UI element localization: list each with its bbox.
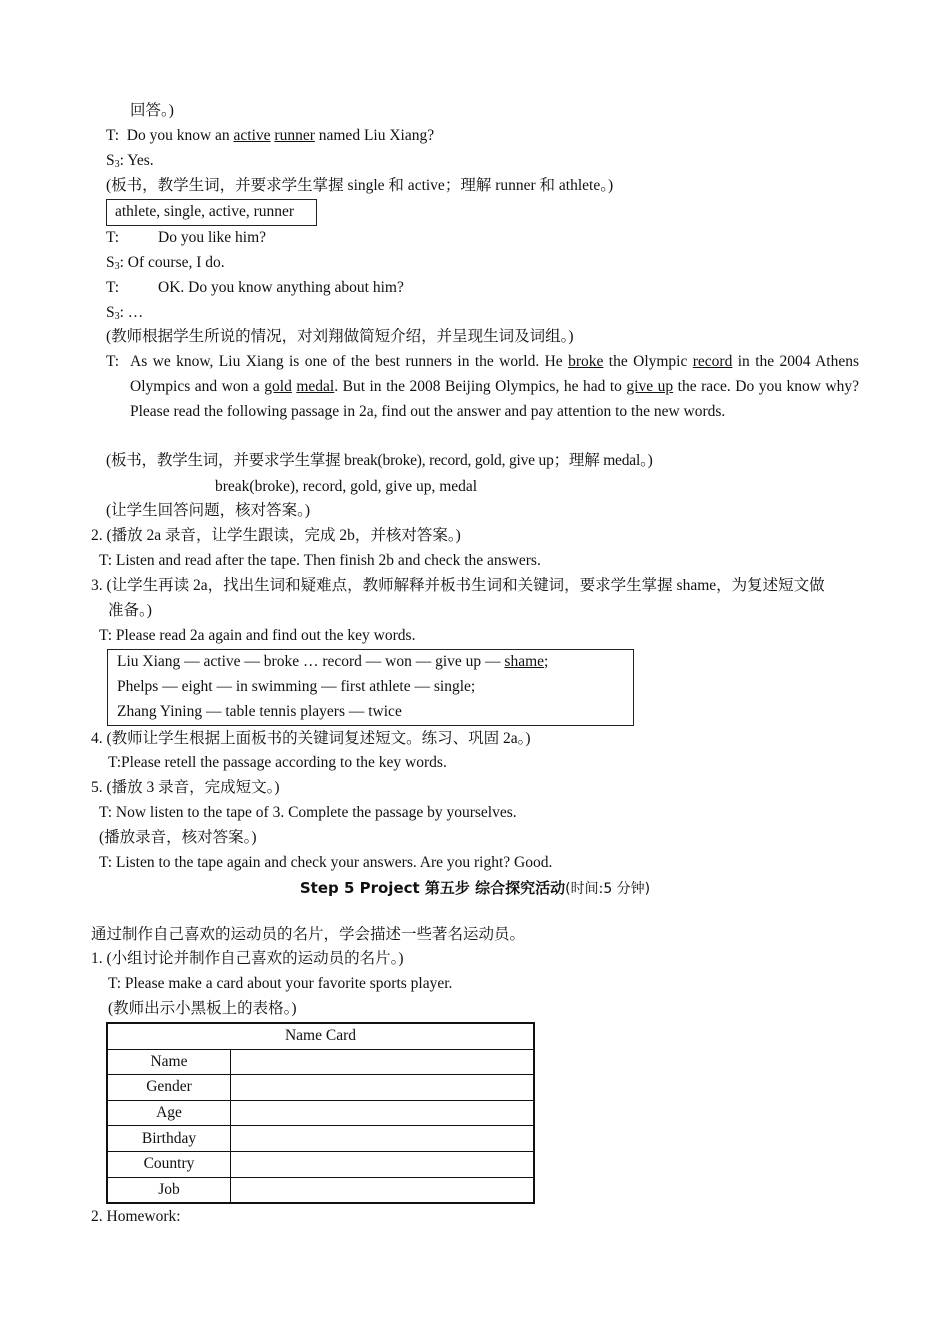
speaker-sub: 3 [114, 261, 120, 272]
dialogue-t-line: T: Listen to the tape again and check your answers. Are you right? Good. [99, 854, 553, 871]
teacher-paragraph [130, 349, 859, 424]
blackboard-words: break(broke), record, gold, give up, medal [215, 478, 478, 495]
text: : Of course, I do. [119, 254, 225, 271]
step-item: 5. (播放 3 录音，完成短文。) [91, 779, 280, 796]
table-row [107, 1177, 534, 1203]
dialogue-t-line: T: Please make a card about your favorite sports player. [108, 975, 453, 992]
text: : Yes. [119, 152, 154, 169]
field-value [231, 1177, 535, 1203]
table-row [107, 1075, 534, 1101]
teacher-note: (教师根据学生所说的情况，对刘翔做简短介绍，并呈现生词及词组。) [106, 328, 574, 345]
speaker: T: [106, 229, 120, 246]
dialogue-t-line: T: Please read 2a again and find out the key words. [99, 627, 416, 644]
speaker: S [106, 304, 115, 321]
keywords-line: Zhang Yining — table tennis players — twice [117, 703, 402, 720]
field-value [231, 1126, 535, 1152]
dialogue-t-line: T:Please retell the passage according to the key words. [108, 754, 447, 771]
project-intro: 通过制作自己喜欢的运动员的名片，学会描述一些著名运动员。 [91, 926, 526, 943]
dialogue-t-line: T: Now listen to the tape of 3. Complete the passage by yourselves. [99, 804, 517, 821]
underlined-word: active [233, 127, 271, 144]
underlined-word: shame [504, 653, 545, 670]
field-label: Job [107, 1177, 231, 1203]
table-row [107, 1151, 534, 1177]
underlined-word: runner [274, 127, 315, 144]
text: OK. Do you know anything about him? [158, 279, 404, 296]
field-label: Gender [107, 1075, 231, 1101]
dialogue-s3-line [106, 151, 154, 175]
field-label: Birthday [107, 1126, 231, 1152]
underlined-word: broke [568, 353, 604, 370]
speaker: T: [106, 279, 120, 296]
keywords-box [107, 649, 634, 726]
step-item: 3. (让学生再读 2a，找出生词和疑难点，教师解释并板书生词和关键词，要求学生掌握 shame，为复述短文做 [91, 577, 825, 594]
line-answer-end: 回答。) [130, 102, 174, 119]
dialogue-t-line [106, 228, 266, 248]
step-time: (时间:5 分钟) [565, 881, 651, 897]
table-row [107, 1049, 534, 1075]
field-value [231, 1100, 535, 1126]
dialogue-t-line [106, 126, 434, 146]
field-value [231, 1151, 535, 1177]
text: : … [119, 304, 144, 321]
text: Do you like him? [158, 229, 267, 246]
teacher-note: (板书，教学生词，并要求学生掌握 single 和 active；理解 runner 和 athlete。) [106, 177, 614, 194]
underlined-word: record [692, 353, 733, 370]
field-value [231, 1049, 535, 1075]
step-item: 4. (教师让学生根据上面板书的关键词复述短文。练习、巩固 2a。) [91, 730, 531, 747]
name-card-table [106, 1022, 535, 1204]
dialogue-t-line: T: Listen and read after the tape. Then finish 2b and check the answers. [99, 552, 541, 569]
teacher-note: (教师出示小黑板上的表格。) [108, 1000, 297, 1017]
step-title: Step 5 Project 第五步 综合探究活动 [299, 879, 566, 897]
text: T: Do you know an [106, 127, 234, 144]
keywords-line: Phelps — eight — in swimming — first athlete — single; [117, 678, 476, 695]
field-value [231, 1075, 535, 1101]
text: in the 2004 Athens Olympics and won a [130, 353, 859, 395]
text: As we know, Liu Xiang is one of the best runners in the world. He [130, 353, 569, 370]
keywords-line [117, 652, 548, 672]
text: the Olympic [603, 353, 693, 370]
underlined-word: gold [264, 378, 292, 395]
step-heading [0, 878, 950, 899]
text: the race. Do you know why? Please read the following passage in 2a, find out the answer and pay attention to the new words. [130, 378, 859, 420]
homework-item: 2. Homework: [91, 1208, 181, 1225]
blackboard-box [106, 199, 317, 226]
step-item: 2. (播放 2a 录音，让学生跟读，完成 2b，并核对答案。) [91, 527, 461, 544]
table-row [107, 1023, 534, 1049]
field-label: Name [107, 1049, 231, 1075]
speaker-sub: 3 [114, 311, 120, 322]
teacher-note: (播放录音，核对答案。) [99, 829, 257, 846]
dialogue-s3-line [106, 303, 143, 327]
table-row [107, 1126, 534, 1152]
teacher-note: (板书，教学生词，并要求学生掌握 break(broke), record, gold, give up；理解 medal。) [106, 452, 653, 469]
step-item-cont: 准备。) [108, 602, 152, 619]
speaker: S [106, 152, 115, 169]
name-card-title: Name Card [107, 1023, 534, 1049]
table-row [107, 1100, 534, 1126]
text: ; [544, 653, 549, 670]
dialogue-s3-line [106, 253, 225, 277]
underlined-word: medal [296, 378, 335, 395]
field-label: Country [107, 1151, 231, 1177]
text: . But in the 2008 Beijing Olympics, he had to [334, 378, 627, 395]
underlined-word: give up [626, 378, 674, 395]
dialogue-t-line [106, 278, 404, 298]
text: named Liu Xiang? [314, 127, 435, 144]
box-text: athlete, single, active, runner [115, 203, 295, 220]
teacher-note: (让学生回答问题，核对答案。) [106, 502, 311, 519]
text: Liu Xiang — active — broke … record — won — give up — [117, 653, 505, 670]
field-label: Age [107, 1100, 231, 1126]
speaker: S [106, 254, 115, 271]
step-item: 1. (小组讨论并制作自己喜欢的运动员的名片。) [91, 950, 404, 967]
speaker-sub: 3 [114, 159, 120, 170]
speaker: T: [106, 353, 120, 370]
